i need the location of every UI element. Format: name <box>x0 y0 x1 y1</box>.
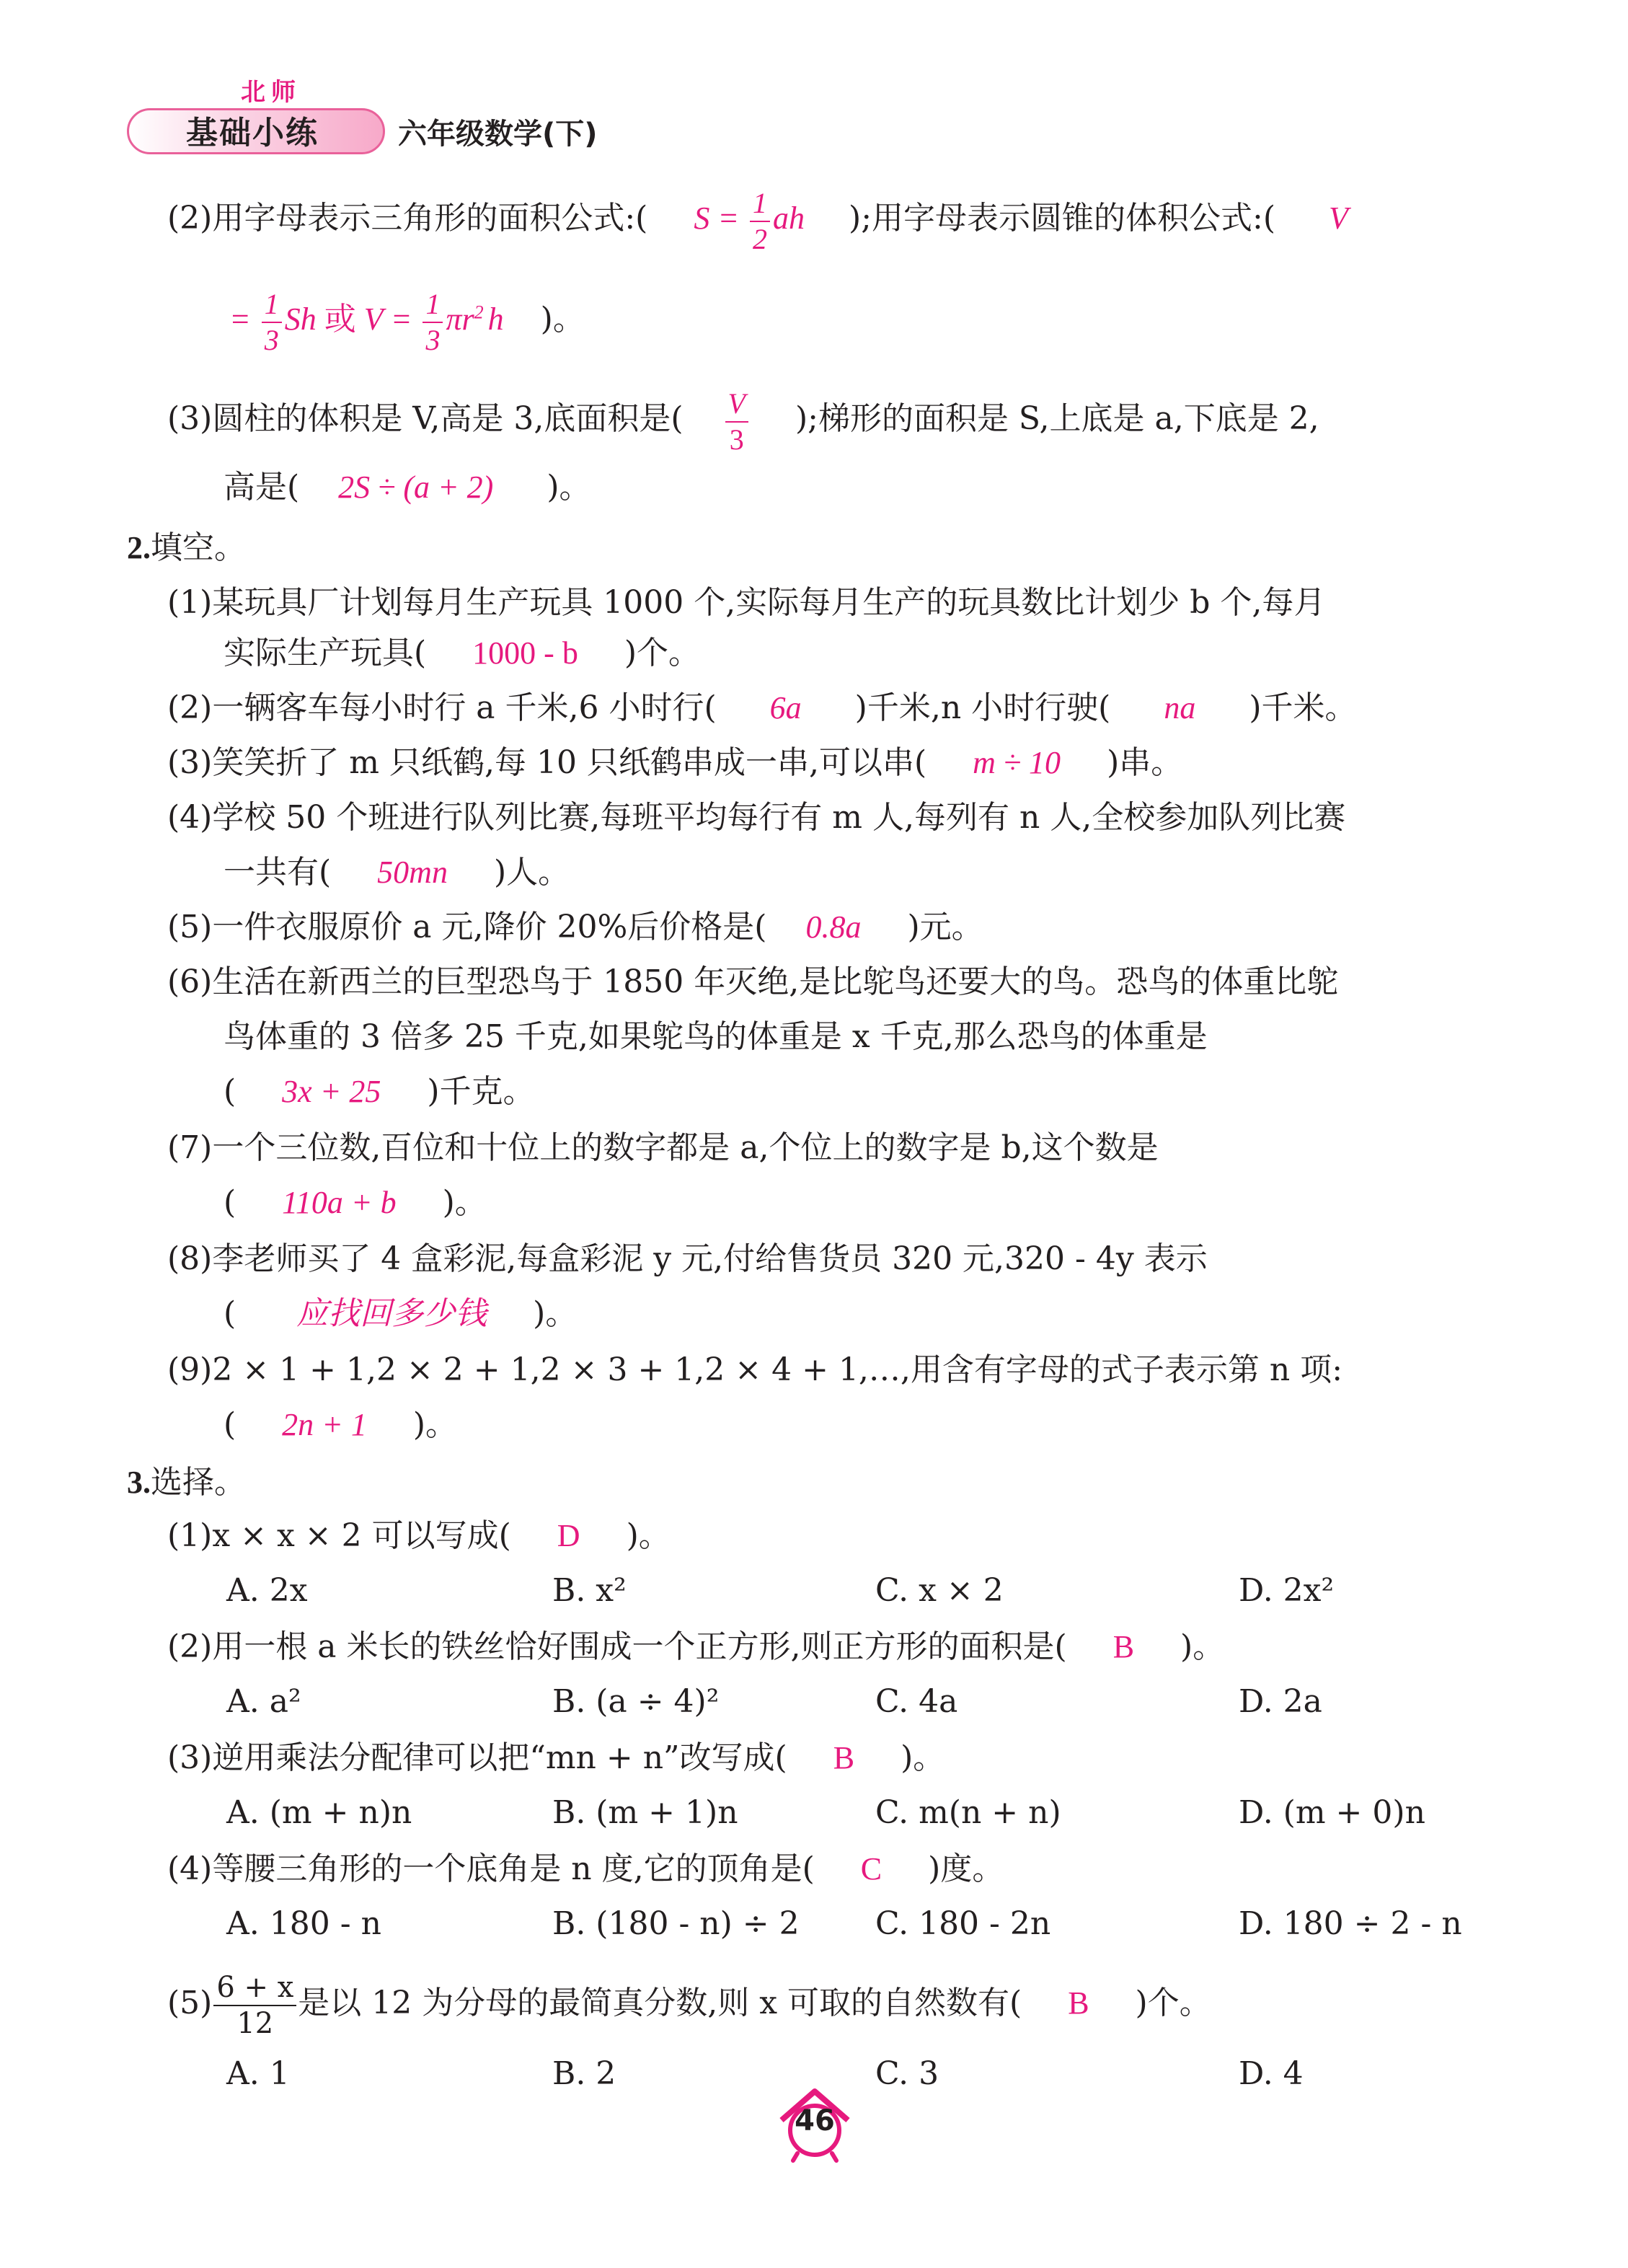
q1-p2-line2: = $\frac{1}{3}$ Sh 或 V = $\frac{1}{3}$ $\pi r^2$ h )。 <box>229 288 585 356</box>
q2-item-3-answer: m ÷ 10 <box>973 745 1061 780</box>
q3-3-option-a[interactable]: A. (m + n)n <box>226 1794 412 1831</box>
page-number: 46 <box>795 2104 835 2137</box>
q3-item-1-answer: D <box>557 1518 580 1553</box>
q2-item-8-answer: 应找回多少钱 <box>296 1296 487 1331</box>
q3-1-option-d[interactable]: D. 2x² <box>1239 1572 1335 1609</box>
header-brand: 基础小练 <box>186 115 319 151</box>
q3-item-4: (4)等腰三角形的一个底角是 n 度,它的顶角是( C )度。 <box>167 1850 1004 1887</box>
q3-2-option-d[interactable]: D. 2a <box>1239 1683 1322 1720</box>
q2-item-2-answer2: na <box>1164 690 1196 725</box>
q2-title: 2.填空。 <box>127 529 246 566</box>
q2-item-9-answer: 2n + 1 <box>282 1407 367 1442</box>
q1-p2-answer2-start: V <box>1329 200 1348 237</box>
q3-item-1: (1)x × x × 2 可以写成( D )。 <box>167 1517 671 1554</box>
q2-item-1-line2: 实际生产玩具( 1000 - b )个。 <box>224 635 700 671</box>
q2-item-1-answer: 1000 - b <box>472 635 578 671</box>
q3-4-option-b[interactable]: B. (180 - n) ÷ 2 <box>552 1905 800 1942</box>
q2-item-6-line3: ( 3x + 25 )千克。 <box>224 1073 535 1110</box>
q3-4-option-a[interactable]: A. 180 - n <box>226 1905 381 1942</box>
q2-item-7: (7)一个三位数,百位和十位上的数字都是 a,个位上的数字是 b,这个数是 <box>167 1129 1159 1166</box>
q2-item-8: (8)李老师买了 4 盒彩泥,每盒彩泥 y 元,付给售货员 320 元,320 - 4y 表示 <box>167 1240 1208 1277</box>
q3-item-3-answer: B <box>833 1740 855 1775</box>
q3-item-2-answer: B <box>1112 1629 1135 1664</box>
q2-item-4-answer: 50mn <box>377 855 448 890</box>
q3-5-option-c[interactable]: C. 3 <box>875 2055 939 2092</box>
q3-5-option-b[interactable]: B. 2 <box>552 2055 616 2092</box>
q3-item-2: (2)用一根 a 米长的铁丝恰好围成一个正方形,则正方形的面积是( B )。 <box>167 1628 1225 1665</box>
q3-1-option-b[interactable]: B. x² <box>552 1572 627 1609</box>
q2-item-4: (4)学校 50 个班进行队列比赛,每班平均每行有 m 人,每列有 n 人,全校参加队列比赛 <box>167 799 1346 836</box>
q2-item-1: (1)某玩具厂计划每月生产玩具 1000 个,实际每月生产的玩具数比计划少 b 个,每月 <box>167 584 1326 621</box>
header-grade: 六年级数学(下) <box>398 118 598 151</box>
q3-item-4-answer: C <box>860 1851 882 1887</box>
q2-item-5: (5)一件衣服原价 a 元,降价 20%后价格是( 0.8a )元。 <box>167 909 983 945</box>
q1-p3-answer1: $\frac{V}{3}$ <box>722 401 759 436</box>
q2-item-9: (9)2 × 1 + 1,2 × 2 + 1,2 × 3 + 1,2 × 4 + 1,…,用含有字母的式子表示第 n 项: <box>167 1351 1343 1388</box>
q3-4-option-d[interactable]: D. 180 ÷ 2 - n <box>1239 1905 1462 1942</box>
q1-p3-answer2: 2S ÷ (a + 2) <box>338 469 494 505</box>
q3-item-5-answer: B <box>1068 1985 1089 2021</box>
q2-item-3: (3)笑笑折了 m 只纸鹤,每 10 只纸鹤串成一串,可以串( m ÷ 10 )串。 <box>167 744 1183 781</box>
q2-item-6-line2: 鸟体重的 3 倍多 25 千克,如果鸵鸟的体重是 x 千克,那么恐鸟的体重是 <box>224 1018 1208 1055</box>
q3-3-option-b[interactable]: B. (m + 1)n <box>552 1794 738 1831</box>
q1-p3-line1: (3)圆柱的体积是 V,高是 3,底面积是( $\frac{V}{3}$ );梯形的面积是 S,上底是 a,下底是 2, <box>167 387 1319 456</box>
q1-p2-line1: (2)用字母表示三角形的面积公式:( S = $\frac{1}{2}$ ah );用字母表示圆锥的体积公式:( V <box>167 187 1348 255</box>
q1-p2-answer1: S = $\frac{1}{2}$ ah <box>694 187 805 255</box>
q2-item-4-line2: 一共有( 50mn )人。 <box>224 854 570 891</box>
q2-item-7-answer: 110a + b <box>282 1185 397 1220</box>
q3-2-option-c[interactable]: C. 4a <box>875 1683 958 1720</box>
q3-1-option-c[interactable]: C. x × 2 <box>875 1572 1004 1609</box>
q3-3-option-d[interactable]: D. (m + 0)n <box>1239 1794 1425 1831</box>
q3-5-option-a[interactable]: A. 1 <box>226 2055 290 2092</box>
q2-item-9-line2: ( 2n + 1 )。 <box>224 1406 458 1443</box>
q3-1-option-a[interactable]: A. 2x <box>226 1572 308 1609</box>
q3-item-5: (5) $\frac{6 + x}{12}$ 是以 12 为分母的最简真分数,则 x 可取的自然数有( B )个。 <box>167 1970 1211 2040</box>
q2-item-6-answer: 3x + 25 <box>282 1074 381 1109</box>
q2-item-8-line2: ( 应找回多少钱 )。 <box>224 1295 578 1332</box>
q3-2-option-a[interactable]: A. a² <box>226 1683 301 1720</box>
q2-item-2: (2)一辆客车每小时行 a 千米,6 小时行( 6a )千米,n 小时行驶( na )千米。 <box>167 689 1357 726</box>
q3-title: 3.选择。 <box>127 1464 246 1501</box>
q2-item-6: (6)生活在新西兰的巨型恐鸟于 1850 年灭绝,是比鸵鸟还要大的鸟。恐鸟的体重比鸵 <box>167 963 1339 1000</box>
q1-p3-line2: 高是( 2S ÷ (a + 2) )。 <box>224 469 591 506</box>
q3-3-option-c[interactable]: C. m(n + n) <box>875 1794 1061 1831</box>
q1-p2-answer2: = $\frac{1}{3}$ Sh 或 V = $\frac{1}{3}$ $\pi r^2$ h <box>229 288 504 356</box>
q2-item-7-line2: ( 110a + b )。 <box>224 1184 487 1221</box>
q3-5-option-d[interactable]: D. 4 <box>1239 2055 1304 2092</box>
q3-item-3: (3)逆用乘法分配律可以把“mn + n”改写成( B )。 <box>167 1739 945 1776</box>
q3-4-option-c[interactable]: C. 180 - 2n <box>875 1905 1051 1942</box>
q3-2-option-b[interactable]: B. (a ÷ 4)² <box>552 1683 720 1720</box>
q2-item-2-answer1: 6a <box>769 690 802 725</box>
header-series: 北师 <box>241 78 301 107</box>
q2-item-5-answer: 0.8a <box>805 909 862 945</box>
